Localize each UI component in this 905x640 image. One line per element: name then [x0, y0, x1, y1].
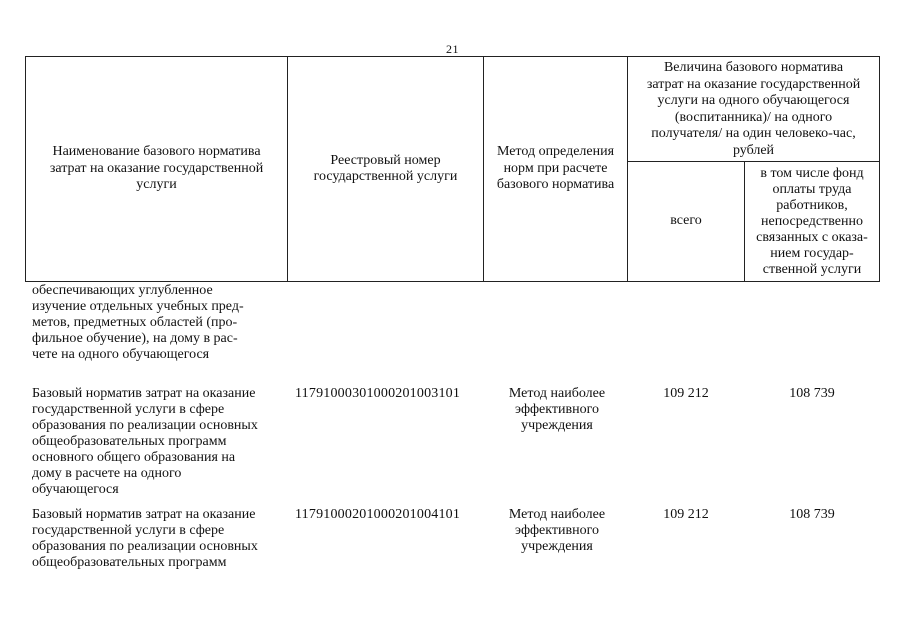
text-line: образования по реализации основных	[32, 418, 258, 433]
header-name-line: услуги	[136, 177, 177, 193]
header-fund-line: в том числе фонд	[760, 165, 864, 181]
text-line: эффективного	[515, 402, 599, 417]
header-fund-line: ственной услуги	[762, 261, 862, 277]
page-number: 21	[446, 42, 459, 56]
text-line: Метод наиболее	[508, 507, 606, 522]
text-line: обеспечивающих углубленное	[32, 283, 213, 298]
header-value-line: Величина базового норматива	[663, 60, 844, 75]
header-method-line: Метод определения	[496, 144, 615, 160]
text-line: учреждения	[521, 539, 593, 554]
header-total-label: всего	[670, 213, 702, 229]
header-name-line: Наименование базового норматива	[52, 144, 261, 160]
header-value-line: рублей	[732, 142, 775, 158]
table-row-2-total: 109 212	[663, 507, 709, 522]
header-fund-line: работников,	[776, 197, 848, 213]
text-line: фильное обучение), на дому в рас-	[32, 331, 238, 346]
header-fund-line: нием государ-	[770, 245, 854, 261]
header-value-line: услуги на одного обучающегося	[657, 93, 850, 108]
text-line: государственной услуги в сфере	[32, 523, 225, 538]
header-method-line: норм при расчете	[503, 160, 608, 176]
header-registry-line: государственной услуги	[313, 169, 458, 184]
table-row-1-method	[488, 386, 626, 434]
header-method-column	[483, 56, 628, 282]
text-line: Базовый норматив затрат на оказание	[32, 507, 256, 522]
text-line: Базовый норматив затрат на оказание	[32, 386, 256, 401]
text-line: государственной услуги в сфере	[32, 402, 225, 417]
header-value-line: получателя/ на один человеко-час,	[651, 126, 856, 141]
text-line: эффективного	[515, 523, 599, 538]
table-row-1-fund: 108 739	[789, 386, 835, 401]
text-line: чете на одного обучающегося	[32, 347, 210, 362]
continuation-text	[32, 283, 286, 363]
text-line: метов, предметных областей (про-	[32, 315, 238, 330]
table-row-1-total: 109 212	[663, 386, 709, 401]
header-name-line: затрат на оказание государственной	[49, 160, 264, 176]
header-fund-column	[744, 161, 880, 282]
header-method-line: базового норматива	[496, 177, 615, 193]
header-fund-line: оплаты труда	[772, 181, 852, 197]
header-fund-line: связанных с оказа-	[756, 229, 868, 245]
header-registry-column	[287, 56, 484, 282]
table-row-2-registry-number: 11791000201000201004101	[295, 507, 461, 522]
text-line: учреждения	[521, 418, 593, 433]
table-row-2-name	[32, 507, 286, 571]
text-line: обучающегося	[32, 482, 119, 497]
header-name-column	[25, 56, 288, 282]
header-value-column	[627, 56, 880, 162]
text-line: дому в расчете на одного	[32, 466, 182, 481]
text-line: изучение отдельных учебных пред-	[32, 299, 244, 314]
text-line: Метод наиболее	[508, 386, 606, 401]
table-row-2-fund: 108 739	[789, 507, 835, 522]
text-line: образования по реализации основных	[32, 539, 258, 554]
header-total-column	[627, 161, 745, 282]
text-line: общеобразовательных программ	[32, 555, 227, 570]
table-row-2-method	[488, 507, 626, 555]
text-line: основного общего образования на	[32, 450, 236, 465]
table-row-1-registry-number: 11791000301000201003101	[295, 386, 461, 401]
header-registry-line: Реестровый номер	[330, 152, 441, 168]
table-row-1-name	[32, 386, 286, 498]
text-line: общеобразовательных программ	[32, 434, 227, 449]
header-fund-line: непосредственно	[761, 213, 863, 229]
header-value-line: затрат на оказание государственной	[646, 76, 861, 92]
header-value-line: (воспитанника)/ на одного	[674, 109, 833, 125]
